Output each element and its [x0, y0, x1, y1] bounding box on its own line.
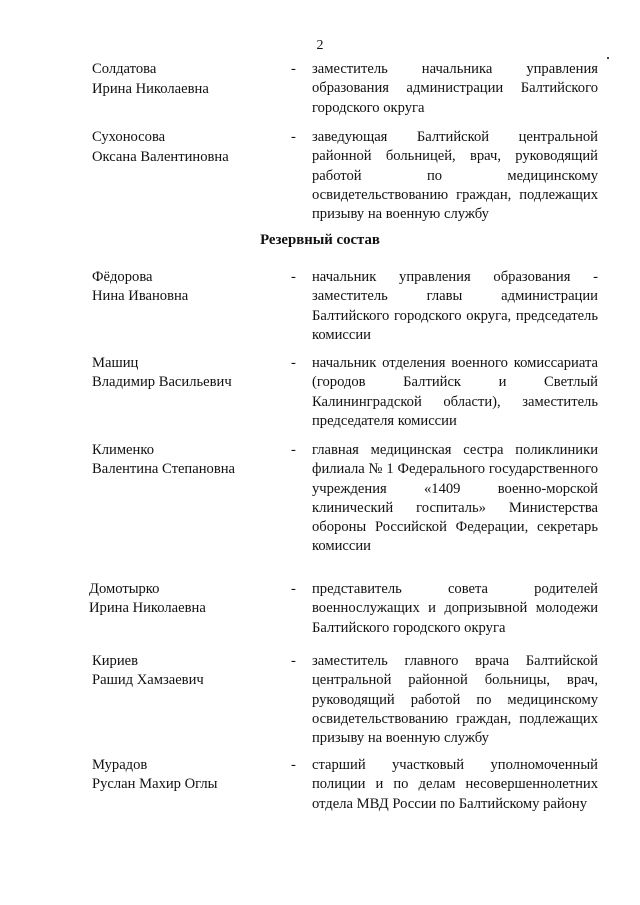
- member-role: начальник отделения военного комиссариата (городов Балтийск и Светлый Калининградской области), заместитель председателя комиссии: [312, 355, 598, 429]
- member-role: представитель совета родителей военнослужащих и допризывной молодежи Балтийского городского округа: [312, 581, 598, 636]
- dash-separator: -: [291, 61, 296, 77]
- member-given-names: Владимир Васильевич: [92, 374, 232, 390]
- member-given-names: Руслан Махир Оглы: [92, 776, 218, 792]
- dash-separator: -: [291, 269, 296, 285]
- page-number: 2: [316, 38, 324, 53]
- scan-mark: [607, 57, 609, 59]
- member-role: начальник управления образования - заместитель главы администрации Балтийского городского округа, председатель комиссии: [312, 269, 598, 343]
- member-role: старший участковый уполномоченный полиции и по делам несовершеннолетних отдела МВД России по Балтийскому району: [312, 757, 598, 812]
- member-given-names: Оксана Валентиновна: [92, 149, 229, 165]
- member-given-names: Ирина Николаевна: [89, 600, 206, 616]
- dash-separator: -: [291, 653, 296, 669]
- dash-separator: -: [291, 581, 296, 597]
- member-surname: Солдатова: [92, 61, 157, 77]
- member-given-names: Ирина Николаевна: [92, 81, 209, 97]
- dash-separator: -: [291, 355, 296, 371]
- member-surname: Клименко: [92, 442, 154, 458]
- member-surname: Фёдорова: [92, 269, 153, 285]
- dash-separator: -: [291, 757, 296, 773]
- member-given-names: Нина Ивановна: [92, 288, 189, 304]
- section-title: Резервный состав: [260, 232, 380, 248]
- member-surname: Кириев: [92, 653, 139, 669]
- member-role: заместитель главного врача Балтийской центральной районной больницы, врач, руководящий работой по медицинскому освидетельствованию граждан, подлежащих призыву на военную службу: [312, 653, 598, 747]
- member-surname: Мурадов: [92, 757, 148, 773]
- dash-separator: -: [291, 129, 296, 145]
- member-surname: Машиц: [92, 355, 139, 371]
- member-surname: Домотырко: [89, 581, 160, 597]
- member-role: заведующая Балтийской центральной районной больницей, врач, руководящий работой по медицинскому освидетельствованию граждан, подлежащих призыву на военную службу: [312, 129, 598, 223]
- member-role: главная медицинская сестра поликлиники филиала № 1 Федерального государственного учреждения «1409 военно-морской клинический госпиталь» Министерства обороны Российской Федерации, секретарь комиссии: [312, 442, 598, 555]
- member-given-names: Рашид Хамзаевич: [92, 672, 204, 688]
- member-role: заместитель начальника управления образования администрации Балтийского городского округа: [312, 61, 598, 116]
- member-given-names: Валентина Степановна: [92, 461, 236, 477]
- member-surname: Сухоносова: [92, 129, 166, 145]
- dash-separator: -: [291, 442, 296, 458]
